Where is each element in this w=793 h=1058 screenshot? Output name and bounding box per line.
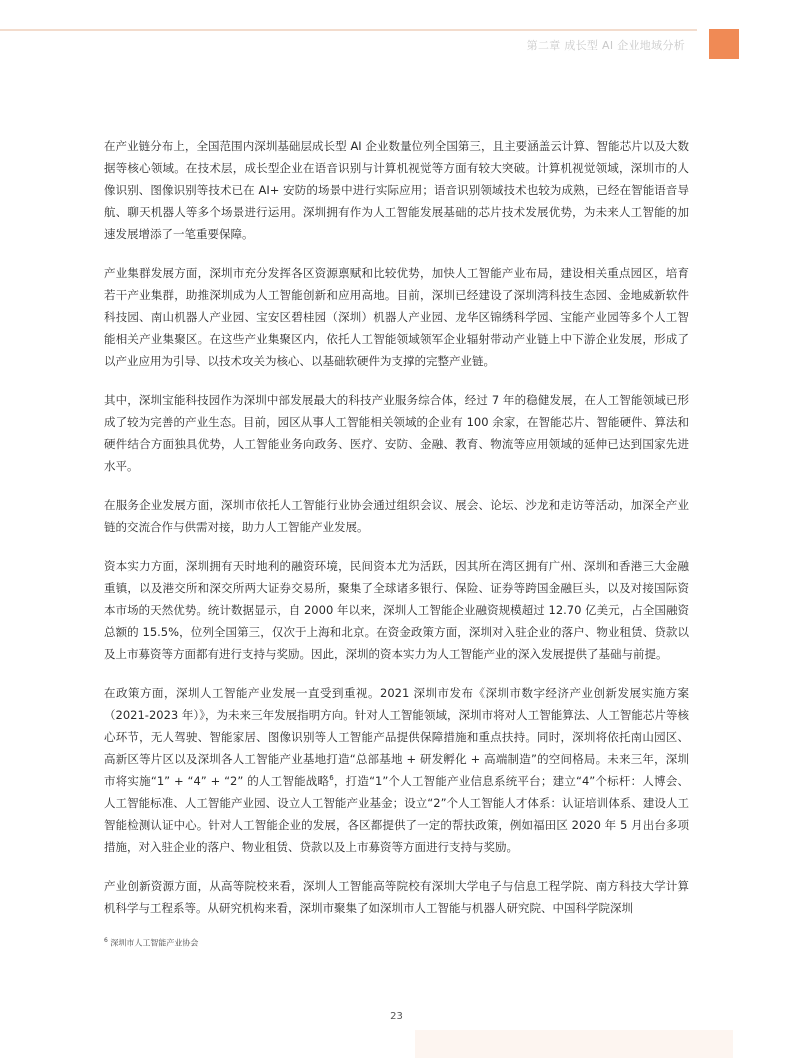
header-accent-block: [709, 29, 739, 59]
paragraph-industry-chain: 在产业链分布上，全国范围内深圳基础层成长型 AI 企业数量位列全国第三，且主要涵盖云计算、智能芯片以及大数据等核心领域。在技术层，成长型企业在语音识别与计算机视觉等方面有较大突破。计算机视觉领域，深圳市的人像识别、图像识别等技术已在 AI+ 安防的场景中进行实际应用；语音识别领域技术也较为成熟，已经在智能语音导航、聊天机器人等多个场景进行运用。深圳拥有作为人工智能发展基础的芯片技术发展优势，为未来人工智能的加速发展增添了一笔重要保障。: [104, 139, 689, 241]
policy-text-part1: 在政策方面，深圳人工智能产业发展一直受到重视。2021 深圳市发布《深圳市数字经济产业创新发展实施方案（2021-2023 年）》，为未来三年发展指明方向。针对人工智能领域，深圳市将对人工智能算法、人工智能芯片等核心环节，无人驾驶、智能家居、图像识别等人工智能产品提供保障措施和重点扶持。同时，深圳将依托南山园区、高新区等片区以及深圳各人工智能产业基地打造“总部基地 + 研发孵化 + 高端制造”的空间格局。未来三年，深圳市将实施“1” + “4” + “2” 的人工智能战略: [104, 686, 689, 788]
footnote: [104, 937, 198, 949]
page-number: 23: [390, 1011, 403, 1022]
paragraph-service: 在服务企业发展方面，深圳市依托人工智能行业协会通过组织会议、展会、论坛、沙龙和走访等活动，加深全产业链的交流合作与供需对接，助力人工智能产业发展。: [104, 498, 689, 534]
body-text: [104, 135, 689, 936]
chapter-title: 第二章 成长型 AI 企业地域分析: [526, 39, 685, 52]
header-rule: [0, 29, 697, 31]
paragraph-capital: 资本实力方面，深圳拥有天时地利的融资环境，民间资本尤为活跃，因其所在湾区拥有广州、深圳和香港三大金融重镇，以及港交所和深交所两大证券交易所，聚集了全球诸多银行、保险、证券等跨国金融巨头，以及对接国际资本市场的天然优势。统计数据显示，自 2000 年以来，深圳人工智能企业融资规模超过 12.70 亿美元，占全国融资总额的 15.5%，位列全国第三，仅次于上海和北京。在资金政策方面，深圳对入驻企业的落户、物业租赁、贷款以及上市募资等方面都有进行支持与奖励。因此，深圳的资本实力为人工智能产业的深入发展提供了基础与前提。: [104, 559, 689, 661]
policy-text-part2: ，打造“1”个人工智能产业信息系统平台；建立“4”个标杆：人博会、人工智能标准、人工智能产业园、设立人工智能产业基金；设立“2”个人工智能人才体系：认证培训体系、建设人工智能检测认证中心。针对人工智能企业的发展，各区都提供了一定的帮扶政策，例如福田区 2020 年 5 月出台多项措施，对入驻企业的落户、物业租赁、贷款以及上市募资等方面进行支持与奖励。: [104, 774, 689, 854]
bottom-decoration: [415, 1030, 733, 1058]
paragraph-industry-cluster: 产业集群发展方面，深圳市充分发挥各区资源禀赋和比较优势，加快人工智能产业布局，建设相关重点园区，培育若干产业集群，助推深圳成为人工智能创新和应用高地。目前，深圳已经建设了深圳湾科技生态园、金地威新软件科技园、南山机器人产业园、宝安区碧桂园（深圳）机器人产业园、龙华区锦绣科学园、宝能产业园等多个人工智能相关产业集聚区。在这些产业集聚区内，依托人工智能领域领军企业辐射带动产业链上中下游企业发展，形成了以产业应用为引导、以技术攻关为核心、以基础软硬件为支撑的完整产业链。: [104, 266, 689, 368]
paragraph-policy: [104, 682, 689, 858]
paragraph-baoneng-park: 其中，深圳宝能科技园作为深圳中部发展最大的科技产业服务综合体，经过 7 年的稳健发展，在人工智能领域已形成了较为完善的产业生态。目前，园区从事人工智能相关领域的企业有 100 余家，在智能芯片、智能硬件、算法和硬件结合方面独具优势，人工智能业务向政务、医疗、安防、金融、教育、物流等应用领域的延伸已达到国家先进水平。: [104, 393, 689, 473]
footnote-reference: 6: [329, 774, 334, 783]
paragraph-innovation-resources: 产业创新资源方面，从高等院校来看，深圳人工智能高等院校有深圳大学电子与信息工程学院、南方科技大学计算机科学与工程系等。从研究机构来看，深圳市聚集了如深圳市人工智能与机器人研究院、中国科学院深圳: [104, 879, 689, 915]
footnote-marker: 6: [104, 937, 108, 944]
footnote-text: 深圳市人工智能产业协会: [110, 938, 199, 948]
